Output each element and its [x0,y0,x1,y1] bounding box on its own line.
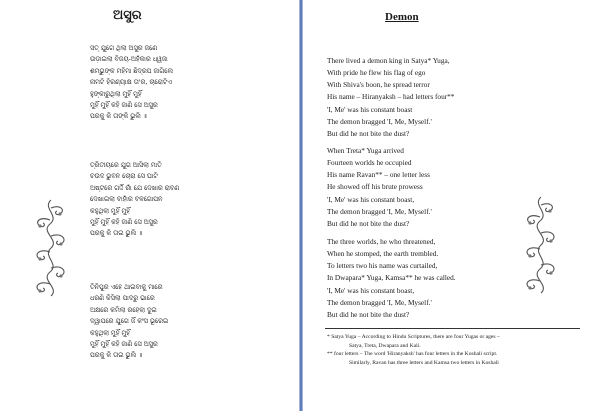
poem-line: ଉଡ଼ାଇଲା ବିଜୟ-ଅହଁକାର ଧ୍ୱଜା [90,55,168,64]
english-poem-title: Demon [385,11,419,23]
poem-line: ମୁହିଁ ମୁହିଁ କହି ଜାଣି ସେ ଅସୁର [90,217,158,226]
footnote-four-letters-cont: Similarly, Ravan has three letters and Kamsa two letters in Koshali [349,359,499,366]
odia-stanza-3 [90,282,168,362]
poem-line: When Treta* Yuga arrived [327,146,404,155]
poem-line: Fourteen worlds he occupied [327,158,412,168]
poem-line: But did he not bite the dust? [327,309,410,319]
odia-stanza-1 [90,43,173,123]
poem-line: He showed off his brute prowess [327,182,423,192]
poem-line: The three worlds, he who threatened, [327,237,436,246]
odia-stanza-2 [90,160,179,240]
poem-line: ତ୍ରିତୀୟରେ ଯୁଗ ଆସିଲା ମାତି [90,161,162,169]
poem-line: The demon bragged 'I, Me, Myself.' [327,116,432,126]
poem-line: But did he not bite the dust? [327,128,410,138]
english-stanza-3 [327,236,456,321]
poem-line: ପରକୁ କି ତାଇ ଭୁଲି ॥ [90,351,142,360]
poem-line: 'I, Me' was his constant boast, [327,285,415,295]
poem-line: ଧରଣି କିସିଲା ପାଦରୁ ଭାରେ [90,294,155,303]
poem-line: ପରକୁ କି ତାଙ୍କି ଭୁଲି ॥ [90,112,147,121]
footnote-divider [325,328,580,329]
page-spine [299,0,303,411]
floral-scroll-ornament-icon [520,195,562,295]
footnote-satya-yuga-cont: Satya, Treta, Dwapara and Kali. [349,342,421,349]
poem-line: ପରକୁ କି ତାଇ ଭୁଲି ॥ [90,229,142,238]
footnote-satya-yuga: * Satya Yuga – According to Hindu Scriptures, there are four Yugas or ages – [327,334,500,340]
odia-poem-title: ଅସୁର [113,8,142,23]
poem-line: ଦେଖାଇଲା ବାହାଁର ବଳଗୋପନ [90,195,163,204]
english-stanza-1 [327,55,454,140]
poem-line: 'I, Me' was his constant boast, [327,194,415,204]
poem-line: His name – Hiranyaksh – had letters four** [327,92,455,102]
poem-line: ତିନିପୁର ଏହେ ଥାଇବାକୁ ମାରେ [90,283,163,291]
poem-line: There lived a demon king in Satya* Yuga, [327,56,450,65]
english-stanza-2 [327,145,432,230]
poem-line: The demon bragged 'I, Me, Myself.' [327,206,432,216]
poem-line: ଚଉଦ ଭୁବନ ଚୋରା ସେ ଘାଟି [90,172,158,181]
poem-line: ଅକ୍ଷରେ କମିଲା ରହେଲା ଦୁଇ [90,305,157,314]
poem-line: ସତ୍ ଯୁଗେ ଥିଲା ଅସୁର ଜଣେ [90,44,158,52]
poem-line: କହୁଥିଲା ମୁହିଁ ମୁହିଁ [90,328,130,337]
poem-line: ଶମ୍ଭୁଙ୍କ ମହିମା ଛିଦ୍ରପ ଜାଗିଲେ [90,66,174,75]
poem-line: To letters two his name was curtailed, [327,261,438,271]
poem-line: The demon bragged 'I, Me, Myself.' [327,297,432,307]
footnotes [327,333,500,367]
floral-scroll-ornament-icon [30,198,72,298]
poem-line: ଦ୍ୱାପରେ ଯୁଗେ ଜିଁ କଂସ ଭୂରେଇ [90,317,169,326]
poem-line: କହୁଥିଲା ମୁହିଁ ମୁହିଁ [90,206,130,215]
poem-line: With Shiva's boon, he spread terror [327,80,430,90]
poem-line: His name Ravan** – one letter less [327,170,430,180]
poem-line: ହୁଙ୍କାରୁଥିଲା ମୁହିଁ ମୁହିଁ [90,89,142,98]
poem-line: In Dwapara* Yuga, Kamsa** he was called. [327,273,456,283]
poem-line: When he stomped, the earth trembled. [327,249,439,259]
poem-line: 'I, Me' was his constant boast [327,104,413,114]
poem-line: ନାମଟି ହିରଣ୍ୟାକ୍ଷ ତା'ର, ଚାରୋଟିଏ [90,78,172,87]
poem-line: But did he not bite the dust? [327,218,410,228]
poem-line: ମୁହିଁ ମୁହିଁ କହି ଜାଣି ସେ ଅସୁର [90,100,158,109]
footnote-four-letters: ** four letters – The word 'Hiranyaksh' has four letters in the Koshali script. [327,351,498,358]
poem-line: ଅଷ୍ଟରେ ଗର୍ଦ୍ଦି ରାଁ ଯେ ଦେଖାର ରାବଣ [90,183,180,192]
poem-line: ମୁହିଁ ମୁହିଁ କହି ଜାଣି ସେ ଅସୁର [90,339,158,348]
poem-line: With pride he flew his flag of ego [327,68,426,78]
